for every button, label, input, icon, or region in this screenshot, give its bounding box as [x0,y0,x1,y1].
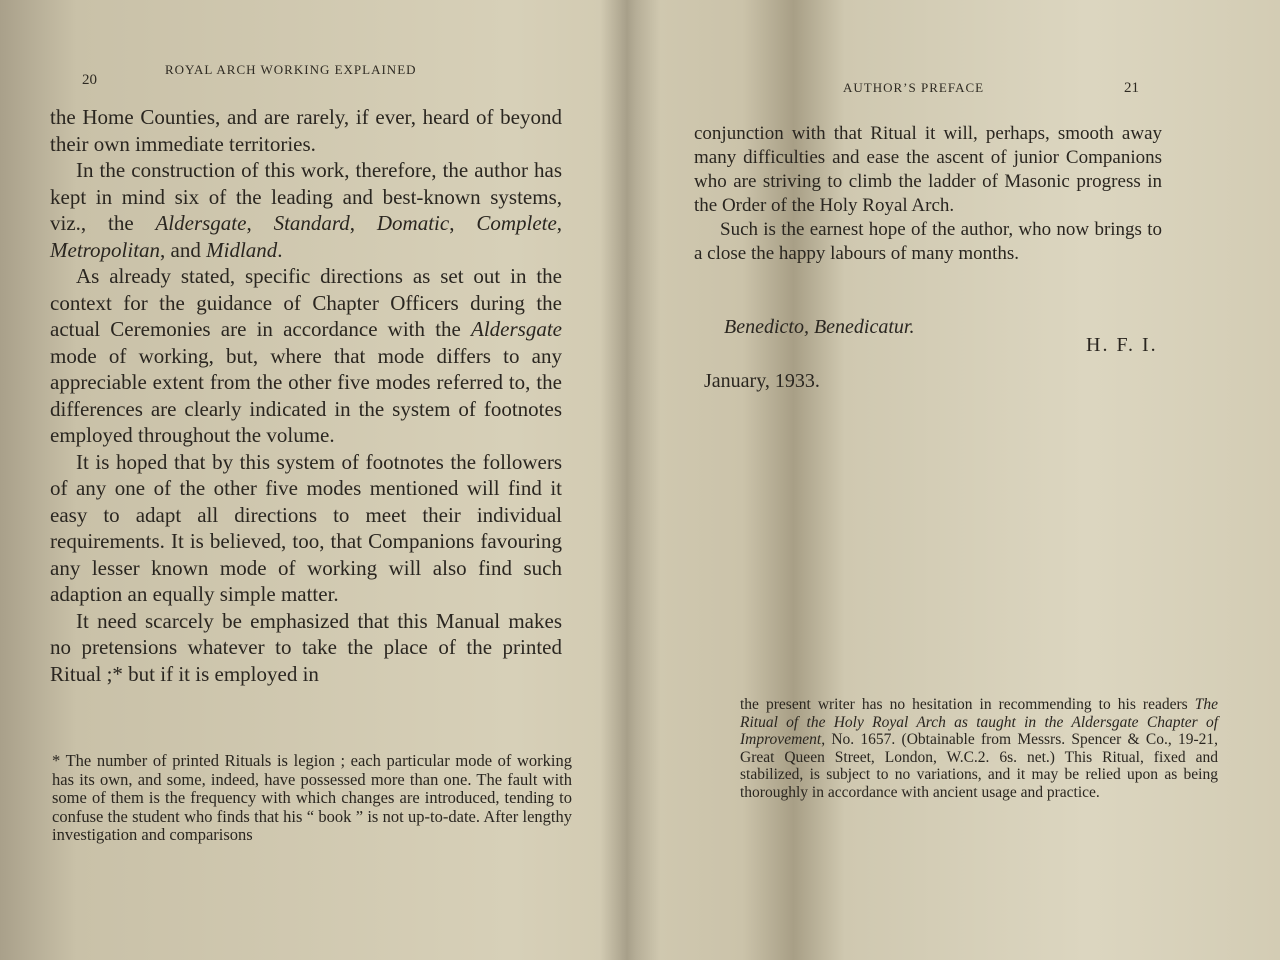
paragraph: It is hoped that by this system of footnotes the followers of any one of the other five modes mentioned will find it easy to adapt all directions to meet their individual requirements. It is believed, too, that Companions favouring any lesser known mode of working will also find such adaption an equally simple matter. [50,449,562,606]
paragraph: As already stated, specific directions as set out in the context for the guidance of Chapter Officers during the actual Ceremonies are in accordance with the Aldersgate mode of working, but, where that mode differs to any appreciable extent from the other five modes referred to, the differences are clearly indicated in the system of footnotes employed throughout the volume. [50,264,562,447]
running-head-left: ROYAL ARCH WORKING EXPLAINED [165,62,417,77]
paragraph: the Home Counties, and are rarely, if ever, heard of beyond their own immediate territories. [50,105,562,156]
right-page [668,0,1258,960]
page-number-right: 21 [1124,80,1139,96]
book-gutter [600,0,660,960]
paragraph: It need scarcely be emphasized that this Manual makes no pretensions whatever to take the place of the printed Ritual ;* but if it is employed in [50,608,562,686]
left-footnote: * The number of printed Rituals is legion ; each particular mode of working has its own, and some, indeed, have possessed more than one. The fault with some of them is the frequency with which changes are introduced, tending to confuse the student who finds that his “ book ” is not up-to-date. After lengthy investigation and comparisons [52,751,572,845]
author-initials: H. F. I. [1086,334,1158,356]
paragraph: In the construction of this work, therefore, the author has kept in mind six of the leading and best-known systems, viz., the Aldersgate, Standard, Domatic, Complete, Metropolitan, and Midland. [50,158,563,262]
preface-date: January, 1933. [704,370,820,392]
running-head-right: AUTHOR’S PREFACE [843,80,985,95]
paragraph: Such is the earnest hope of the author, who now brings to a close the happy labours of many months. [694,219,1162,264]
left-body-text [50,104,562,687]
right-footnote: the present writer has no hesitation in recommending to his readers The Ritual of the Holy Royal Arch as taught in the Aldersgate Chapter of Improvement, No. 1657. (Obtainable from Messrs. Spencer & Co., 19-21, Great Queen Street, London, W.C.2. 6s. net.) This Ritual, fixed and stabilized, is subject to no variations, and it may be relied upon as being thoroughly in accordance with ancient usage and practice. [740,696,1218,801]
closing-phrase: Benedicto, Benedicatur. [724,316,915,338]
page-number-left: 20 [82,72,97,88]
paragraph: conjunction with that Ritual it will, perhaps, smooth away many difficulties and ease the ascent of junior Companions who are striving to climb the ladder of Masonic progress in the Order of the Holy Royal Arch. [694,123,1162,216]
right-body-text [694,122,1162,266]
left-page [30,0,600,960]
